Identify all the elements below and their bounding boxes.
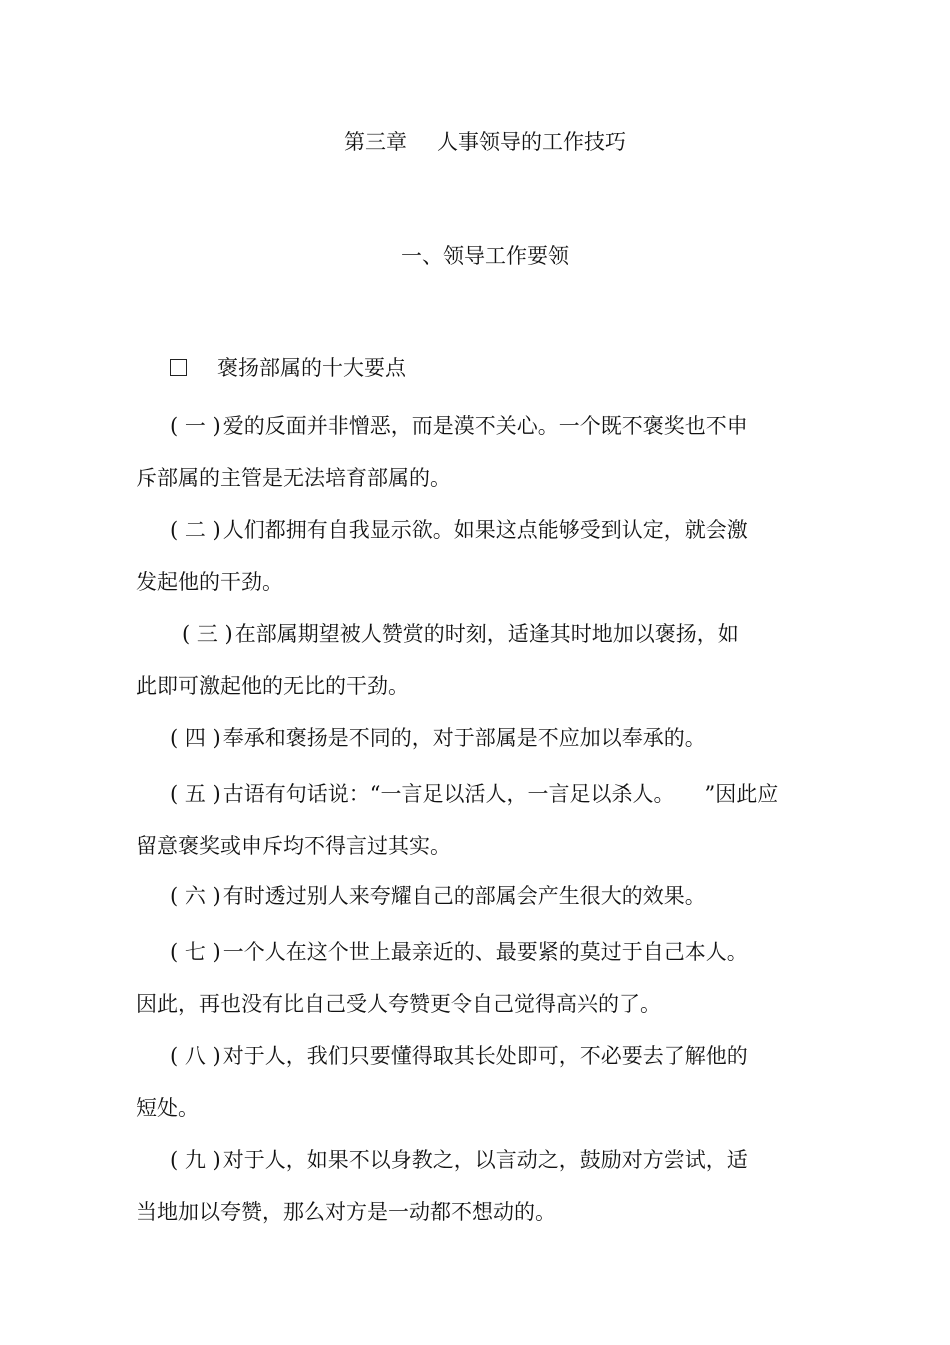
item-text-line1: 在部属期望被人赞赏的时刻，适逢其时地加以褒扬，如 (234, 622, 739, 646)
item-text-line2: 因此，再也没有比自己受人夸赞更令自己觉得高兴的了。 (136, 992, 661, 1016)
item-number: ( 六 ) (170, 884, 221, 908)
item-text-line1: 奉承和褒扬是不同的，对于部属是不应加以奉承的。 (222, 726, 706, 750)
item-number: ( 八 ) (170, 1044, 221, 1068)
list-item (136, 778, 816, 882)
list-item (136, 880, 816, 932)
item-text-line1: 一个人在这个世上最亲近的、最要紧的莫过于自己本人。 (222, 940, 748, 964)
item-text-line1: 对于人，如果不以身教之，以言动之，鼓励对方尝试，适 (222, 1148, 748, 1172)
item-text-line2: 当地加以夸赞，那么对方是一动都不想动的。 (136, 1200, 556, 1224)
item-number: ( 一 ) (170, 414, 221, 438)
item-text-line2: 斥部属的主管是无法培育部属的。 (136, 466, 451, 490)
subheading (170, 352, 406, 384)
item-number: ( 五 ) (170, 782, 221, 806)
item-text-line1b: ”因此应 (704, 782, 779, 806)
section-heading: 一、领导工作要领 (401, 244, 569, 268)
item-text-line2: 发起他的干劲。 (136, 570, 283, 594)
chapter-title: 人事领导的工作技巧 (437, 130, 626, 154)
list-item (136, 618, 816, 722)
item-number: ( 七 ) (170, 940, 221, 964)
item-text-line2: 留意褒奖或申斥均不得言过其实。 (136, 834, 451, 858)
chapter-heading (0, 126, 950, 158)
item-text-line1: 人们都拥有自我显示欲。如果这点能够受到认定，就会激 (222, 518, 748, 542)
list-item (136, 1040, 816, 1144)
item-number: ( 三 ) (182, 622, 233, 646)
list-item (136, 514, 816, 618)
chapter-number: 第三章 (344, 130, 407, 154)
item-text-line1: 有时透过别人来夸耀自己的部属会产生很大的效果。 (222, 884, 706, 908)
item-text-line1: 爱的反面并非憎恶，而是漠不关心。一个既不褒奖也不申 (222, 414, 748, 438)
item-text-line1a: 古语有句话说：“一言足以活人，一言足以杀人。 (222, 782, 675, 806)
list-item (136, 410, 816, 514)
checkbox-square-icon (170, 359, 187, 376)
item-text-line2: 短处。 (136, 1096, 199, 1120)
list-item (136, 722, 816, 774)
item-text-line2: 此即可激起他的无比的干劲。 (136, 674, 409, 698)
subheading-text: 褒扬部属的十大要点 (217, 356, 406, 380)
item-number: ( 二 ) (170, 518, 221, 542)
item-text-line1: 对于人，我们只要懂得取其长处即可，不必要去了解他的 (222, 1044, 748, 1068)
item-number: ( 四 ) (170, 726, 221, 750)
item-number: ( 九 ) (170, 1148, 221, 1172)
list-item (136, 936, 816, 1040)
list-item (136, 1144, 816, 1248)
